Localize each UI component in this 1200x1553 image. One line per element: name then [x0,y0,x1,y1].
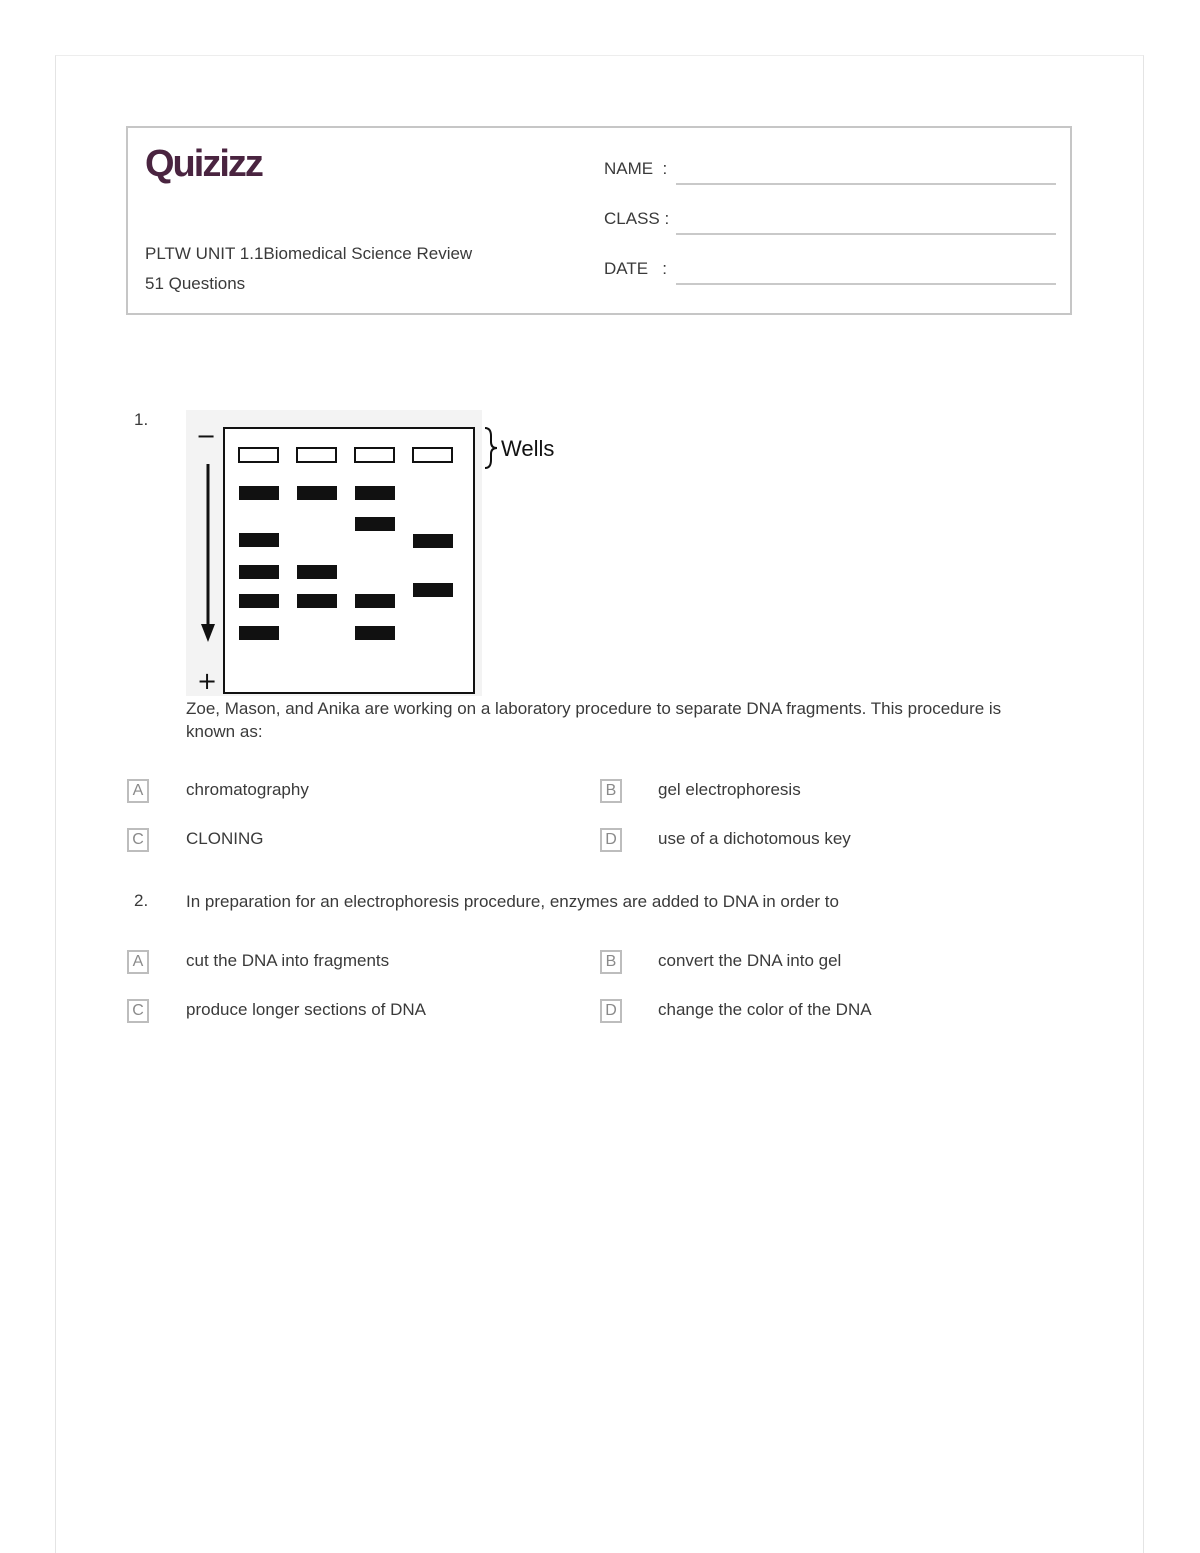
option-letter-box[interactable]: C [127,999,149,1023]
dna-band [239,565,279,579]
dna-band [355,594,395,608]
well [355,448,394,462]
dna-band [239,533,279,547]
dna-band [413,583,453,597]
dna-band [239,626,279,640]
option-letter-box[interactable]: D [600,999,622,1023]
option-text[interactable]: convert the DNA into gel [658,951,842,970]
question-text: In preparation for an electrophoresis procedure, enzymes are added to DNA in order to [186,892,839,911]
dna-band [355,517,395,531]
well [239,448,278,462]
dna-band [239,486,279,500]
name-field[interactable] [604,159,1056,189]
gel-frame [224,428,474,693]
question-count: 51 Questions [145,274,246,293]
option-text[interactable]: change the color of the DNA [658,1000,872,1019]
negative-sign: − [196,422,217,450]
question-number: 1. [134,410,149,429]
dna-band [297,565,337,579]
dna-band [297,594,337,608]
quizizz-logo [145,142,285,186]
date-line[interactable] [676,283,1056,285]
dna-band [355,486,395,500]
quiz-title: PLTW UNIT 1.1Biomedical Science Review [145,244,473,263]
option-letter-box[interactable]: B [600,950,622,974]
question-number: 2. [134,891,149,910]
dna-band [355,626,395,640]
name-line[interactable] [676,183,1056,185]
question-text: Zoe, Mason, and Anika are working on a laboratory procedure to separate DNA fragments. This procedure is known as: [186,699,1002,741]
class-label: CLASS : [604,209,670,228]
option-letter-box[interactable]: A [127,950,149,974]
option-text[interactable]: gel electrophoresis [658,780,801,799]
option-letter-box[interactable]: C [127,828,149,852]
class-line[interactable] [676,233,1056,235]
name-label: NAME : [604,159,668,178]
class-field[interactable] [604,209,1056,239]
option-text[interactable]: CLONING [186,829,264,848]
dna-band [297,486,337,500]
wells-label: Wells [501,436,555,461]
well [297,448,336,462]
well [413,448,452,462]
positive-sign: + [197,667,218,695]
option-letter-box[interactable]: D [600,828,622,852]
option-letter-box[interactable]: A [127,779,149,803]
svg-text:Quizizz: Quizizz [145,143,262,185]
dna-band [239,594,279,608]
date-label: DATE : [604,259,667,278]
option-text[interactable]: chromatography [186,780,309,799]
option-text[interactable]: use of a dichotomous key [658,829,851,848]
option-text[interactable]: cut the DNA into fragments [186,951,390,970]
date-field[interactable] [604,259,1056,289]
worksheet-header [126,126,1072,315]
wells-brace [485,428,497,468]
option-letter-box[interactable]: B [600,779,622,803]
option-text[interactable]: produce longer sections of DNA [186,1000,427,1019]
dna-band [413,534,453,548]
gel-electrophoresis-figure [186,410,566,696]
